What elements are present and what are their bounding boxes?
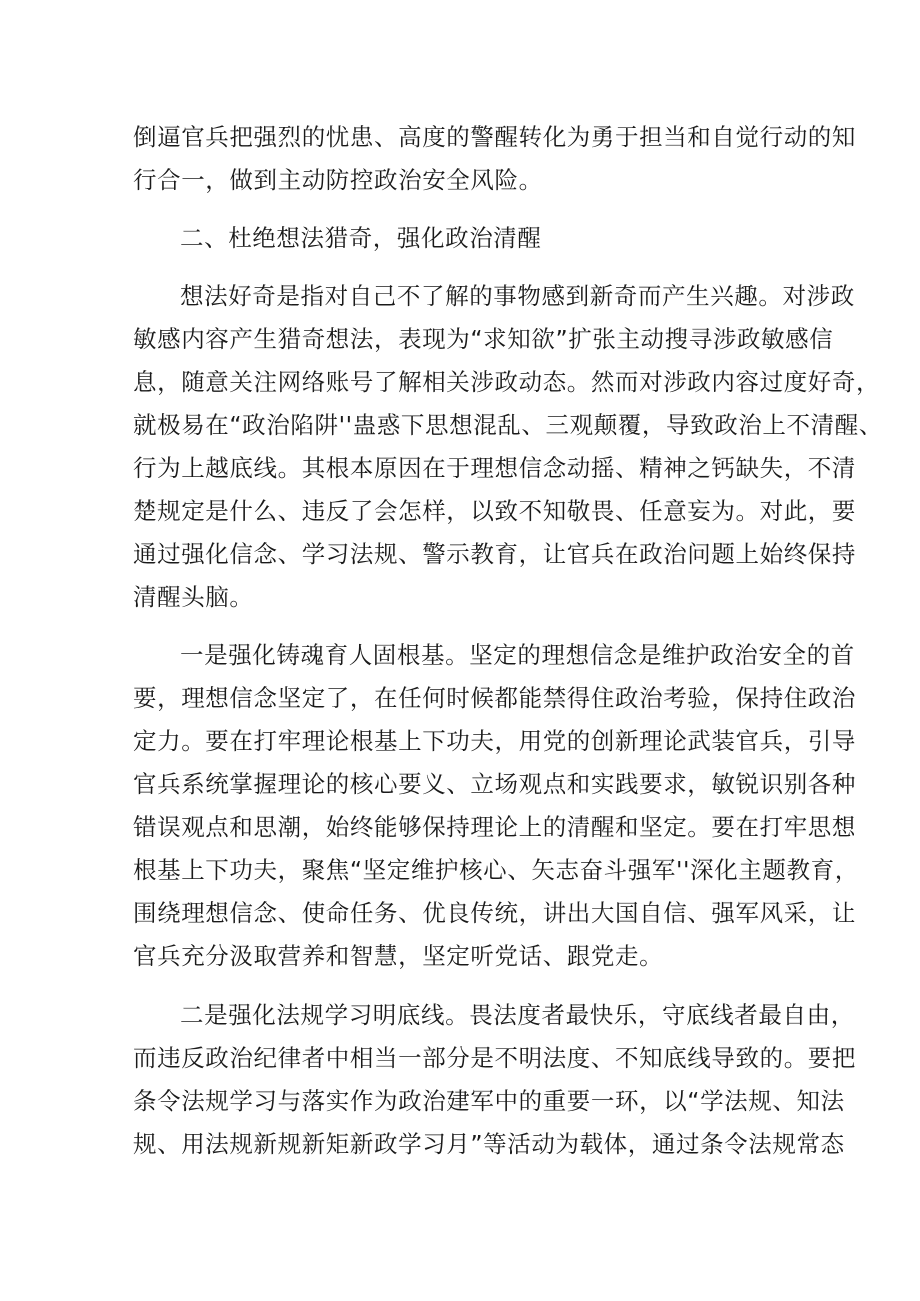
paragraph-line: 条令法规学习与落实作为政治建军中的重要一环，以“学法规、知法 bbox=[133, 1087, 845, 1115]
section-heading: 二、杜绝想法猎奇，强化政治清醒 bbox=[180, 224, 542, 252]
paragraph-line: 一是强化铸魂育人固根基。坚定的理想信念是维护政治安全的首 bbox=[180, 641, 855, 669]
paragraph-line: 清醒头脑。 bbox=[133, 583, 254, 611]
paragraph-line: 楚规定是什么、违反了会怎样，以致不知敬畏、任意妄为。对此，要 bbox=[133, 497, 856, 525]
paragraph-line: 就极易在“政治陷阱''蛊惑下思想混乱、三观颠覆，导致政治上不清醒、 bbox=[133, 411, 883, 439]
paragraph-line: 息，随意关注网络账号了解相关涉政动态。然而对涉政内容过度好奇， bbox=[133, 368, 881, 396]
paragraph-line: 围绕理想信念、使命任务、优良传统，讲出大国自信、强军风采，让 bbox=[133, 899, 856, 927]
paragraph-line: 通过强化信念、学习法规、警示教育，让官兵在政治问题上始终保持 bbox=[133, 540, 856, 568]
paragraph-line: 根基上下功夫，聚焦“坚定维护核心、矢志奋斗强军''深化主题教育， bbox=[133, 856, 859, 884]
paragraph-line: 规、用法规新规新矩新政学习月”等活动为载体，通过条令法规常态 bbox=[133, 1130, 845, 1158]
paragraph-line: 倒逼官兵把强烈的忧患、高度的警醒转化为勇于担当和自觉行动的知 bbox=[133, 123, 856, 151]
paragraph-line: 行合一，做到主动防控政治安全风险。 bbox=[133, 166, 543, 194]
paragraph-line: 定力。要在打牢理论根基上下功夫，用党的创新理论武装官兵，引导 bbox=[133, 727, 856, 755]
paragraph-line: 二是强化法规学习明底线。畏法度者最快乐，守底线者最自由， bbox=[180, 1001, 855, 1029]
paragraph-line: 想法好奇是指对自己不了解的事物感到新奇而产生兴趣。对涉政 bbox=[180, 282, 855, 310]
paragraph-line: 行为上越底线。其根本原因在于理想信念动摇、精神之钙缺失，不清 bbox=[133, 454, 856, 482]
paragraph-line: 而违反政治纪律者中相当一部分是不明法度、不知底线导致的。要把 bbox=[133, 1044, 856, 1072]
paragraph-line: 官兵系统掌握理论的核心要义、立场观点和实践要求，敏锐识别各种 bbox=[133, 770, 856, 798]
paragraph-line: 官兵充分汲取营养和智慧，坚定听党话、跟党走。 bbox=[133, 942, 664, 970]
paragraph-line: 错误观点和思潮，始终能够保持理论上的清醒和坚定。要在打牢思想 bbox=[133, 813, 856, 841]
paragraph-line: 敏感内容产生猎奇想法，表现为“求知欲”扩张主动搜寻涉政敏感信 bbox=[133, 325, 834, 353]
paragraph-line: 要，理想信念坚定了，在任何时候都能禁得住政治考验，保持住政治 bbox=[133, 684, 856, 712]
